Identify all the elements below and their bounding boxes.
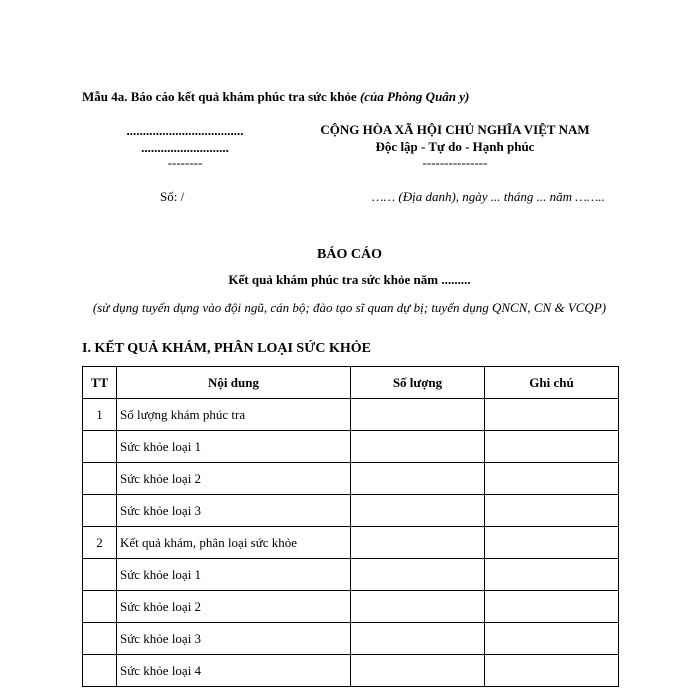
row-quantity-cell[interactable] xyxy=(351,623,485,655)
report-note: (sử dụng tuyển dụng vào đội ngũ, cán bộ; đào tạo sĩ quan dự bị; tuyển dụng QNCN, CN & VCQP) xyxy=(92,300,607,315)
health-results-table xyxy=(82,366,619,687)
table-row xyxy=(83,399,619,431)
row-quantity-cell[interactable] xyxy=(351,527,485,559)
agency-dash: -------- xyxy=(167,155,203,170)
form-title-note: (của Phòng Quân y) xyxy=(359,89,470,104)
row-notes-cell[interactable] xyxy=(485,655,619,687)
row-notes-cell[interactable] xyxy=(485,623,619,655)
row-content: Sức khỏe loại 3 xyxy=(117,495,351,527)
form-title-main: Mẫu 4a. Báo cáo kết quả khám phúc tra sức khỏe xyxy=(82,89,357,104)
table-row xyxy=(83,495,619,527)
row-content: Sức khỏe loại 2 xyxy=(117,591,351,623)
row-quantity-cell[interactable] xyxy=(351,655,485,687)
table-row xyxy=(83,527,619,559)
row-tt xyxy=(83,655,117,687)
agency-dots-1: .................................... xyxy=(126,123,244,138)
table-row xyxy=(83,591,619,623)
agency-dots-2: ........................... xyxy=(141,140,229,155)
row-quantity-cell[interactable] xyxy=(351,399,485,431)
row-notes-cell[interactable] xyxy=(485,399,619,431)
row-content: Sức khỏe loại 2 xyxy=(117,463,351,495)
table-row xyxy=(83,559,619,591)
republic-name: CỘNG HÒA XÃ HỘI CHỦ NGHĨA VIỆT NAM xyxy=(320,122,590,137)
row-notes-cell[interactable] xyxy=(485,495,619,527)
place-date: …… (Địa danh), ngày ... tháng ... năm …….. xyxy=(372,189,605,204)
report-subtitle: Kết quả khám phúc tra sức khỏe năm ......... xyxy=(228,272,471,287)
report-title: BÁO CÁO xyxy=(317,247,382,262)
row-notes-cell[interactable] xyxy=(485,431,619,463)
table-row xyxy=(83,431,619,463)
col-header-notes: Ghi chú xyxy=(485,367,619,399)
table-row xyxy=(83,655,619,687)
row-content: Sức khỏe loại 3 xyxy=(117,623,351,655)
row-quantity-cell[interactable] xyxy=(351,559,485,591)
row-tt: 2 xyxy=(83,527,117,559)
section-heading: I. KẾT QUẢ KHÁM, PHÂN LOẠI SỨC KHỎE xyxy=(82,341,371,356)
row-content: Sức khỏe loại 1 xyxy=(117,559,351,591)
col-header-tt: TT xyxy=(83,367,117,399)
row-quantity-cell[interactable] xyxy=(351,431,485,463)
motto-dash: --------------- xyxy=(422,155,488,170)
table-row xyxy=(83,623,619,655)
row-quantity-cell[interactable] xyxy=(351,463,485,495)
row-notes-cell[interactable] xyxy=(485,463,619,495)
row-notes-cell[interactable] xyxy=(485,559,619,591)
col-header-quantity: Số lượng xyxy=(351,367,485,399)
row-tt xyxy=(83,431,117,463)
national-motto: Độc lập - Tự do - Hạnh phúc xyxy=(375,139,535,154)
row-content: Kết quả khám, phân loại sức khỏe xyxy=(117,527,351,559)
row-tt xyxy=(83,591,117,623)
row-tt xyxy=(83,623,117,655)
row-notes-cell[interactable] xyxy=(485,591,619,623)
row-content: Số lượng khám phúc tra xyxy=(117,399,351,431)
row-tt xyxy=(83,559,117,591)
form-title xyxy=(82,89,469,105)
row-quantity-cell[interactable] xyxy=(351,591,485,623)
document-number: Số: / xyxy=(160,189,185,204)
row-tt xyxy=(83,495,117,527)
row-content: Sức khỏe loại 4 xyxy=(117,655,351,687)
table-row xyxy=(83,463,619,495)
col-header-content: Nội dung xyxy=(117,367,351,399)
row-quantity-cell[interactable] xyxy=(351,495,485,527)
row-tt xyxy=(83,463,117,495)
row-content: Sức khỏe loại 1 xyxy=(117,431,351,463)
row-tt: 1 xyxy=(83,399,117,431)
table-header-row xyxy=(83,367,619,399)
row-notes-cell[interactable] xyxy=(485,527,619,559)
